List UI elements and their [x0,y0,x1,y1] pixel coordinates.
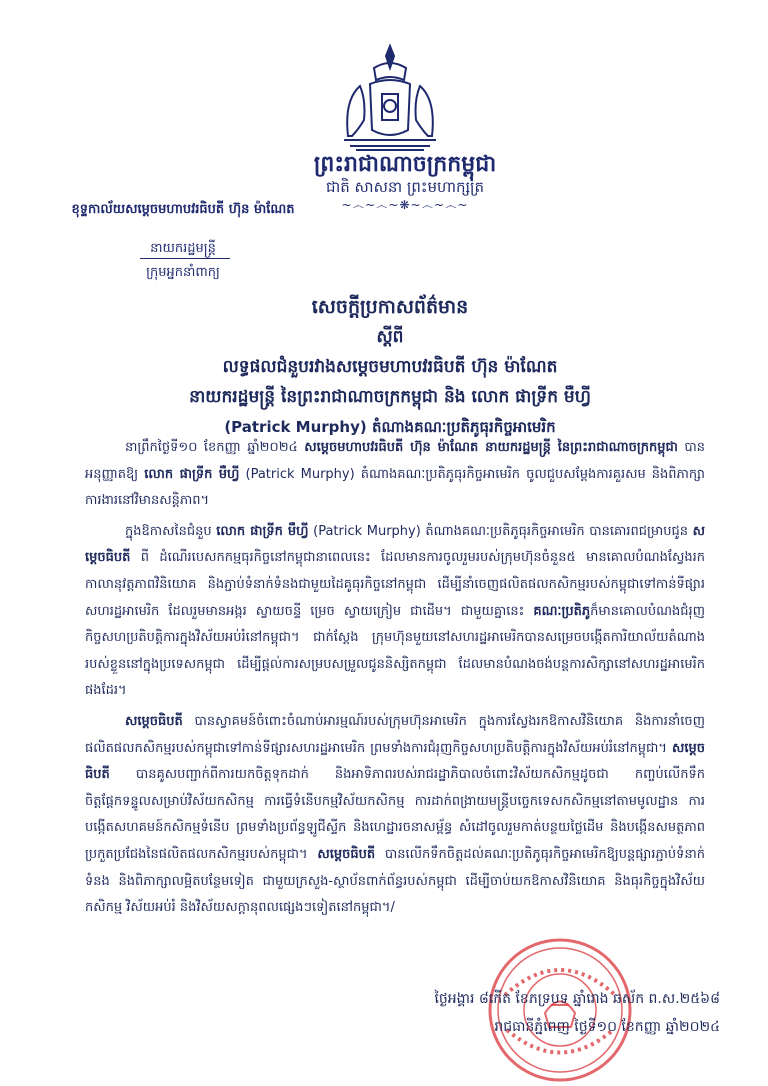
p1-text-c: បានអនុញ្ញាតឱ្យ [85,440,706,482]
p2-bold-f: គណៈប្រតិភូ [533,603,591,619]
p1-bold-d: លោក ផាទ្រីក មឺហ្វី [144,466,240,482]
title-line-4: នាយករដ្ឋមន្ត្រី នៃព្រះរាជាណាចក្រកម្ពុជា និង លោក ផាទ្រីក មឺហ្វី [189,387,591,407]
press-release-body [85,435,705,926]
office-divider [140,258,230,259]
press-release-title [160,292,620,442]
dateline [380,985,720,1041]
office-title-text: នាយករដ្ឋមន្ត្រី [150,241,216,256]
national-motto: ជាតិ សាសនា ព្រះមហាក្សត្រ [325,178,485,196]
place-and-date: រាជធានីភ្នំពេញ ថ្ងៃទី១០ ខែកញ្ញា ឆ្នាំ២០២៤ [494,1019,720,1035]
paragraph-3 [85,709,705,922]
p2-bold-d: សម្តេចធិបតី [85,523,705,566]
paragraph-1 [85,435,705,515]
kingdom-title: ព្រះរាជាណាចក្រកម្ពុជា [313,152,497,177]
royal-emblem [330,40,450,160]
p3-bold-c: សម្តេចធិបតី [85,740,705,783]
p3-text-d: បានគូសបញ្ជាក់ពីការយកចិត្តទុកដាក់ និងអាទិភាពរបស់រាជរដ្ឋាភិបាលចំពោះវិស័យកសិកម្មដូចជា កញ្ចប់លើកទឹកចិត្តផ្តែកទន្ទូលសម្រាប់វិស័យកសិកម្ម ការធ្វើទំនើបកម្មវិស័យកសិកម្ម ការដាក់ពង្រាយមន្ត្រីបច្ចេកទេសកសិកម្មនៅតាមមូលដ្ឋាន ការបង្កើតសហគមន៍កសិកម្មទំនើប ព្រមទាំងប្រព័ន្ធឡូជីស្ទីក និងហេដ្ឋារចនាសម្ព័ន្ធ សំដៅចូលរួមកាត់បន្ថយថ្លៃដើម និងបង្កើនសមត្ថភាពប្រកួតប្រជែងនៃផលិតផលកសិកម្មរបស់កម្ពុជា។ [85,767,705,862]
p3-text-f: បានលើកទឹកចិត្តដល់គណៈប្រតិភូធុរកិច្ចអាមេរិកឱ្យបន្តផ្សារភ្ជាប់ទំនាក់ទំនង និងពិភាក្សាលម្អិតបន្ថែមទៀត ជាមួយក្រសួង-ស្ថាប័នពាក់ព័ន្ធរបស់កម្ពុជា ដើម្បីចាប់យកឱកាសវិនិយោគ និងធុរកិច្ចក្នុងវិស័យកសិកម្ម វិស័យអប់រំ និងវិស័យសក្តានុពលផ្សេងៗទៀតនៅកម្ពុជា។/ [85,846,706,916]
p3-bold-a: សម្តេចធិបតី [125,713,183,729]
p2-bold-b: លោក ផាទ្រីក មឺហ្វី [216,523,309,539]
p3-bold-e: សម្តេចធិបតី [317,846,376,862]
p1-text-e: (Patrick Murphy) តំណាងគណៈប្រតិភូធុរកិច្ចអាមេរិក ចូលជួបសម្តែងការគួរសម និងពិភាក្សាការងារនៅវិមានសន្តិភាព។ [85,466,705,509]
issuing-office: ខុទ្ទកាល័យសម្តេចមហាបវរធិបតី ហ៊ុន ម៉ាណែត [71,202,295,217]
p2-text-a: ក្នុងឱកាសនៃជំនួប [125,523,217,539]
p1-text-a: នាព្រឹកថ្ងៃទី១០ ខែកញ្ញា ឆ្នាំ២០២៤ [125,440,305,455]
decorative-flourish: ~෴~෴~❋~෴~෴~ [341,198,469,212]
p1-bold-b: សម្តេចមហាបវរធិបតី ហ៊ុន ម៉ាណែត នាយករដ្ឋមន្ត្រី នៃព្រះរាជាណាចក្រកម្ពុជា [304,440,678,455]
title-line-1: សេចក្តីប្រកាសព័ត៌មាន [311,296,469,318]
p3-text-b: បានស្វាគមន៍ចំពោះចំណាប់អារម្មណ៍របស់ក្រុមហ៊ុនអាមេរិក ក្នុងការស្វែងរកឱកាសវិនិយោគ និងការនាំចេញផលិតផលកសិកម្មរបស់កម្ពុជាទៅកាន់ទីផ្សារសហរដ្ឋអាមេរិក ព្រមទាំងការជំរុញកិច្ចសហប្រតិបត្តិការក្នុងវិស័យអប់រំនៅកម្ពុជា។ [85,713,705,756]
p2-text-c: (Patrick Murphy) តំណាងគណៈប្រតិភូធុរកិច្ចអាមេរិក បានគោរពជម្រាបជូន [308,523,693,539]
p2-text-e: ពី ដំណើរបេសកកម្មធុរកិច្ចនៅកម្ពុជានាពេលនេះ ដែលមានការចូលរួមរបស់ក្រុមហ៊ុនចំនួន៥ មានគោលបំណងស្វែងរកកាលានុវត្តភាពវិនិយោគ និងភ្ជាប់ទំនាក់ទំនងជាមួយដៃគូធុរកិច្ចនៅកម្ពុជា ដើម្បីនាំចេញផលិតផលកសិកម្មរបស់កម្ពុជាទៅកាន់ទីផ្សារសហរដ្ឋអាមេរិក ដែលរួមមានអង្ករ ស្វាយចន្ទី ម្រេច ស្វាយក្រៀម ជាដើម។ ជាមួយគ្នានេះ [85,550,705,619]
title-line-5: (Patrick Murphy) តំណាងគណៈប្រតិភូធុរកិច្ចអាមេរិក [224,418,556,436]
office-title [68,240,298,259]
paragraph-2 [85,519,705,705]
p2-text-g: ក៏មានគោលបំណងជំរុញកិច្ចសហប្រតិបត្តិការក្នុងវិស័យអប់រំនៅកម្ពុជា។ ជាក់ស្តែង ក្រុមហ៊ុនមួយនៅសហរដ្ឋអាមេរិកបានសម្រេចបង្កើតការិយាល័យតំណាងរបស់ខ្លួននៅក្នុងប្រទេសកម្ពុជា ដើម្បីផ្តល់ការសម្របសម្រួលជូននិស្សិតកម្ពុជា ដែលមានបំណងចង់បន្តការសិក្សានៅសហរដ្ឋអាមេរិកផងដែរ។ [85,603,705,699]
spokesperson-unit: ក្រុមអ្នកនាំពាក្យ [146,265,220,280]
title-line-2: ស្តីពី [376,327,404,347]
title-line-3: លទ្ធផលជំនួបរវាងសម្តេចមហាបវរធិបតី ហ៊ុន ម៉ាណែត [222,357,558,377]
lunar-date: ថ្ងៃអង្គារ ៨កើត ខែភទ្របទ ឆ្នាំរោង ឆស័ក ព.ស.២៥៦៨ [434,991,720,1007]
